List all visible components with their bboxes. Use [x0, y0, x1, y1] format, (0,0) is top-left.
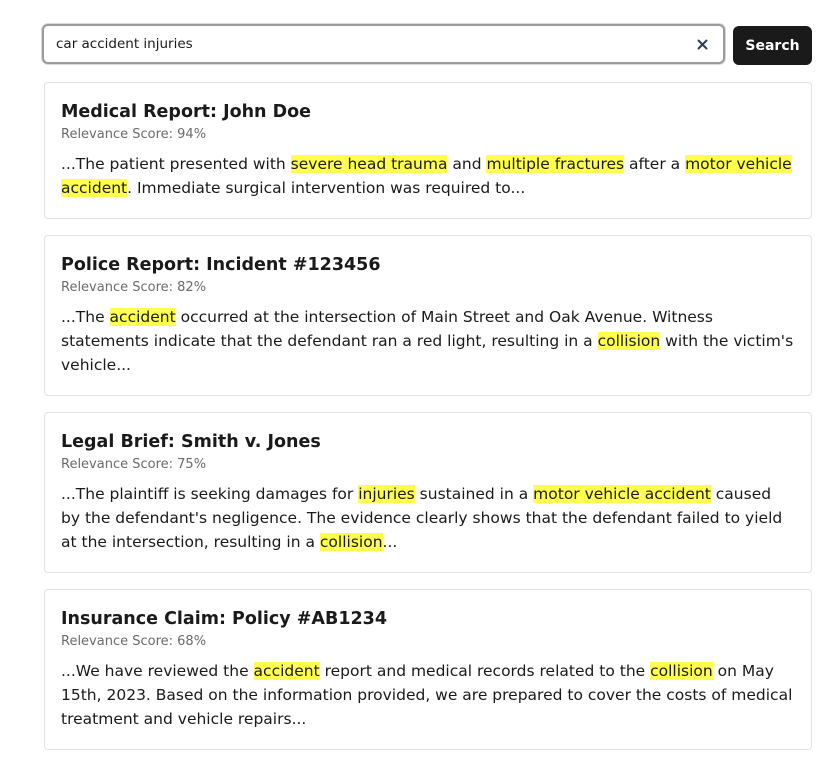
- highlighted-term: motor vehicle accident: [533, 485, 711, 503]
- search-field[interactable]: [42, 24, 725, 64]
- snippet-text: and: [447, 155, 487, 173]
- result-title[interactable]: Insurance Claim: Policy #AB1234: [61, 609, 388, 629]
- result-snippet: [61, 659, 795, 731]
- highlighted-term: accident: [253, 662, 320, 680]
- highlighted-term: injuries: [358, 485, 415, 503]
- highlighted-term: severe head trauma: [290, 155, 448, 173]
- snippet-text: ...The: [61, 308, 110, 326]
- highlighted-term: accident: [109, 308, 176, 326]
- result-card[interactable]: [44, 235, 812, 396]
- result-title[interactable]: Police Report: Incident #123456: [61, 255, 381, 275]
- snippet-text: ...The patient presented with: [61, 155, 291, 173]
- snippet-text: report and medical records related to the: [319, 662, 651, 680]
- result-snippet: [61, 152, 795, 200]
- snippet-text: occurred at the intersection of Main Street and Oak Avenue. Witness statements indicate that the defendant ran a red light, resulting in a: [61, 308, 713, 350]
- close-icon[interactable]: [693, 35, 711, 53]
- snippet-text: on May 15th, 2023. Based on the information provided, we are prepared to cover the costs of medical treatment and vehicle repairs...: [61, 662, 793, 728]
- results-list: [44, 82, 812, 766]
- snippet-text: with the victim's vehicle...: [61, 332, 794, 374]
- snippet-text: caused by the defendant's negligence. The evidence clearly shows that the defendant failed to yield at the intersection, resulting in a: [61, 485, 783, 551]
- snippet-text: after a: [624, 155, 686, 173]
- snippet-text: ...We have reviewed the: [61, 662, 254, 680]
- highlighted-term: multiple fractures: [486, 155, 625, 173]
- result-snippet: [61, 482, 795, 554]
- relevance-score: Relevance Score: 68%: [61, 634, 207, 649]
- snippet-text: ...The plaintiff is seeking damages for: [61, 485, 359, 503]
- result-card[interactable]: [44, 412, 812, 573]
- snippet-text: sustained in a: [414, 485, 534, 503]
- result-card[interactable]: [44, 82, 812, 219]
- highlighted-term: collision: [597, 332, 661, 350]
- relevance-score: Relevance Score: 75%: [61, 457, 207, 472]
- highlighted-term: motor vehicle accident: [61, 155, 792, 197]
- result-card[interactable]: [44, 589, 812, 750]
- result-title[interactable]: Legal Brief: Smith v. Jones: [61, 432, 321, 452]
- snippet-text: . Immediate surgical intervention was required to...: [127, 179, 526, 197]
- highlighted-term: collision: [319, 533, 383, 551]
- highlighted-term: collision: [650, 662, 713, 680]
- search-input[interactable]: [56, 26, 676, 62]
- result-title[interactable]: Medical Report: John Doe: [61, 102, 312, 122]
- search-bar: [42, 24, 812, 68]
- result-snippet: [61, 305, 795, 377]
- relevance-score: Relevance Score: 94%: [61, 127, 207, 142]
- relevance-score: Relevance Score: 82%: [61, 280, 207, 295]
- snippet-text: ...: [382, 533, 398, 551]
- search-button[interactable]: Search: [733, 26, 812, 65]
